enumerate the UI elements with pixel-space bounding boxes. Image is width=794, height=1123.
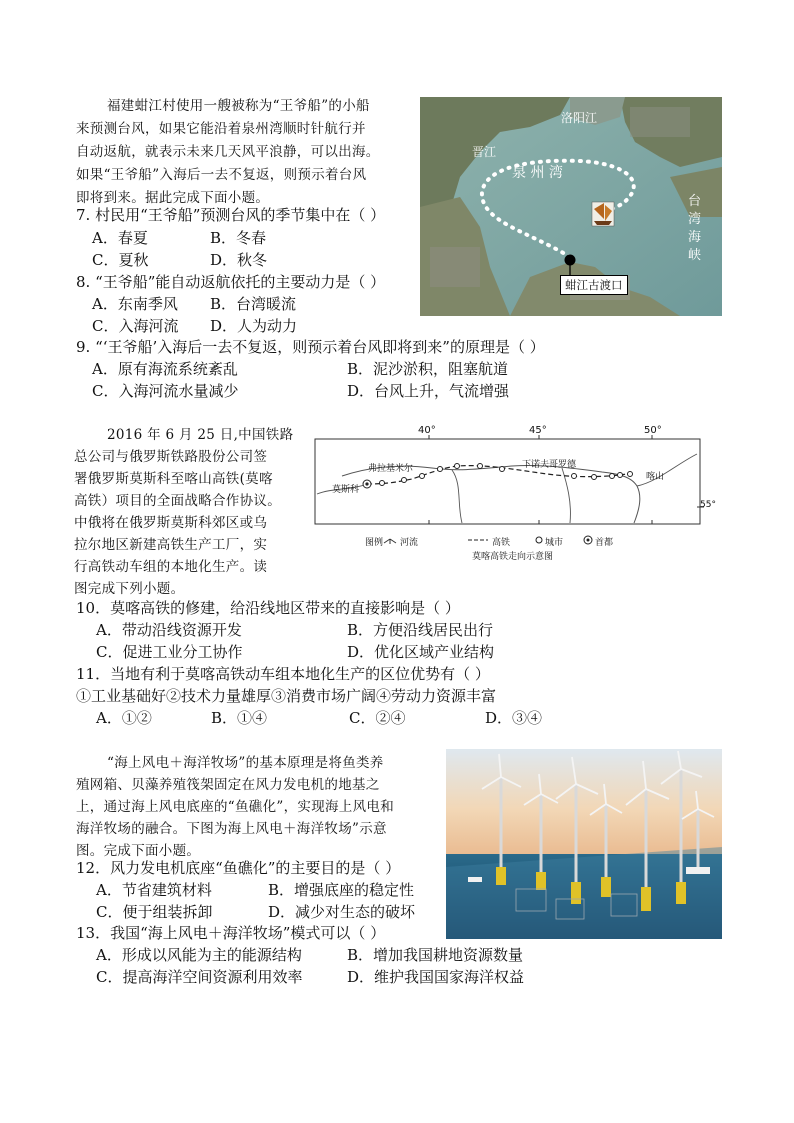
q12-option-a[interactable]: A．节省建筑材料 bbox=[96, 881, 212, 899]
intro-line: 署俄罗斯莫斯科至喀山高铁(莫喀 bbox=[74, 471, 273, 487]
city-kazan: 喀山 bbox=[646, 472, 665, 482]
intro-line: 来预测台风，如果它能沿着泉州湾顺时针航行并 bbox=[76, 121, 366, 137]
q9-option-c[interactable]: C．入海河流水量减少 bbox=[92, 382, 239, 400]
question-9-stem: 9. “‘王爷船’入海后一去不复返，则预示着台风即将到来”的原理是（ ） bbox=[76, 338, 545, 356]
q11-option-b[interactable]: B．①④ bbox=[211, 709, 268, 727]
legend-city: 城市 bbox=[545, 538, 564, 548]
q13-option-c[interactable]: C．提高海洋空间资源利用效率 bbox=[96, 968, 303, 986]
strait-char: 台 bbox=[688, 194, 702, 209]
q9-option-b[interactable]: B．泥沙淤积，阻塞航道 bbox=[347, 360, 509, 378]
q13-option-d[interactable]: D．维护我国国家海洋权益 bbox=[347, 968, 525, 986]
intro-line: 上，通过海上风电底座的“鱼礁化”，实现海上风电和 bbox=[76, 799, 395, 815]
lon-label-45: 45° bbox=[529, 425, 547, 436]
q9-option-a[interactable]: A．原有海流系统紊乱 bbox=[92, 360, 238, 378]
intro-line: 图。完成下面小题。 bbox=[76, 843, 201, 859]
moscow-kazan-rail-map bbox=[312, 424, 722, 564]
q10-option-a[interactable]: A．带动沿线资源开发 bbox=[96, 621, 242, 639]
bay-label: 泉 州 湾 bbox=[512, 165, 563, 181]
intro-line: 高铁）项目的全面战略合作协议。 bbox=[74, 493, 281, 509]
boat-icon bbox=[592, 202, 614, 226]
intro-line: 海洋牧场的融合。下图为海上风电＋海洋牧场”示意 bbox=[76, 821, 387, 837]
intro-line: 2016 年 6 月 25 日,中国铁路 bbox=[107, 427, 294, 443]
q7-option-c[interactable]: C．夏秋 bbox=[92, 251, 149, 269]
q11-option-a[interactable]: A．①② bbox=[96, 709, 152, 727]
lon-label-50: 50° bbox=[644, 425, 662, 436]
q7-option-a[interactable]: A．春夏 bbox=[92, 229, 148, 247]
q8-option-d[interactable]: D．人为动力 bbox=[210, 317, 298, 335]
q8-option-c[interactable]: C．入海河流 bbox=[92, 317, 179, 335]
offshore-wind-ranch-illustration bbox=[446, 749, 722, 939]
intro-line: 福建蚶江村使用一艘被称为“王爷船”的小船 bbox=[107, 98, 370, 114]
lat-label-55: 55° bbox=[700, 500, 716, 510]
question-11-stem: 11．当地有利于莫喀高铁动车组本地化生产的区位优势有（ ） bbox=[76, 665, 490, 683]
q8-option-a[interactable]: A．东南季风 bbox=[92, 295, 178, 313]
q13-option-b[interactable]: B．增加我国耕地资源数量 bbox=[347, 946, 524, 964]
intro-line: 总公司与俄罗斯铁路股份公司签 bbox=[74, 449, 268, 465]
question-10-stem: 10．莫喀高铁的修建，给沿线地区带来的直接影响是（ ） bbox=[76, 599, 460, 617]
q7-option-b[interactable]: B．冬春 bbox=[210, 229, 267, 247]
legend-capital: 首都 bbox=[595, 538, 614, 548]
city-moscow: 莫斯科 bbox=[332, 485, 360, 495]
legend-title: 图例 bbox=[365, 538, 384, 548]
intro-line: 行高铁动车组的本地化生产。读 bbox=[74, 559, 268, 575]
q12-option-d[interactable]: D．减少对生态的破坏 bbox=[268, 903, 416, 921]
q11-option-c[interactable]: C．②④ bbox=[349, 709, 406, 727]
luoyang-river-label: 洛阳江 bbox=[561, 111, 598, 125]
q12-option-c[interactable]: C．便于组装拆卸 bbox=[96, 903, 213, 921]
city-vladimir: 弗拉基米尔 bbox=[368, 464, 414, 474]
q10-option-c[interactable]: C．促进工业分工协作 bbox=[96, 643, 243, 661]
map-caption: 莫喀高铁走向示意图 bbox=[472, 552, 554, 562]
q7-option-d[interactable]: D．秋冬 bbox=[210, 251, 268, 269]
strait-char: 峡 bbox=[688, 248, 702, 263]
intro-line: 拉尔地区新建高铁生产工厂，实 bbox=[74, 537, 268, 553]
question-12-stem: 12．风力发电机底座“鱼礁化”的主要目的是（ ） bbox=[76, 859, 401, 877]
q11-option-d[interactable]: D．③④ bbox=[485, 709, 543, 727]
question-8-stem: 8. “王爷船”能自动返航依托的主要动力是（ ） bbox=[76, 273, 386, 291]
legend-river: 河流 bbox=[400, 538, 419, 548]
strait-char: 湾 bbox=[688, 212, 702, 227]
q10-option-d[interactable]: D．优化区域产业结构 bbox=[347, 643, 495, 661]
q12-option-b[interactable]: B．增强底座的稳定性 bbox=[268, 881, 415, 899]
strait-char: 海 bbox=[688, 230, 702, 245]
q10-option-b[interactable]: B．方便沿线居民出行 bbox=[347, 621, 494, 639]
jinjiang-label: 晋江 bbox=[472, 145, 497, 159]
intro-line: 殖网箱、贝藻养殖筏架固定在风力发电机的地基之 bbox=[76, 777, 380, 793]
city-nizhny-novgorod: 下诺夫哥罗德 bbox=[522, 460, 577, 470]
quanzhou-bay-map bbox=[420, 97, 722, 316]
q11-statements: ①工业基础好②技术力量雄厚③消费市场广阔④劳动力资源丰富 bbox=[76, 687, 497, 705]
intro-line: “海上风电＋海洋牧场”的基本原理是将鱼类养 bbox=[107, 755, 384, 771]
intro-line: 图完成下列小题。 bbox=[74, 581, 185, 597]
q8-option-b[interactable]: B．台湾暖流 bbox=[210, 295, 297, 313]
q9-option-d[interactable]: D．台风上升，气流增强 bbox=[347, 382, 510, 400]
intro-line: 如果“王爷船”入海后一去不复返，则预示着台风 bbox=[76, 167, 367, 183]
legend-rail: 高铁 bbox=[492, 538, 511, 548]
intro-line: 自动返航，就表示未来几天风平浪静，可以出海。 bbox=[76, 144, 380, 160]
lon-label-40: 40° bbox=[418, 425, 436, 436]
question-7-stem: 7. 村民用“王爷船”预测台风的季节集中在（ ） bbox=[76, 206, 386, 224]
intro-line: 即将到来。据此完成下面小题。 bbox=[76, 190, 270, 206]
taiwan-strait-label bbox=[688, 193, 704, 265]
q13-option-a[interactable]: A．形成以风能为主的能源结构 bbox=[96, 946, 302, 964]
question-13-stem: 13．我国“海上风电＋海洋牧场”模式可以（ ） bbox=[76, 924, 386, 942]
ferry-label: 蚶江古渡口 bbox=[560, 275, 628, 295]
intro-line: 中俄将在俄罗斯莫斯科郊区或乌 bbox=[74, 515, 268, 531]
